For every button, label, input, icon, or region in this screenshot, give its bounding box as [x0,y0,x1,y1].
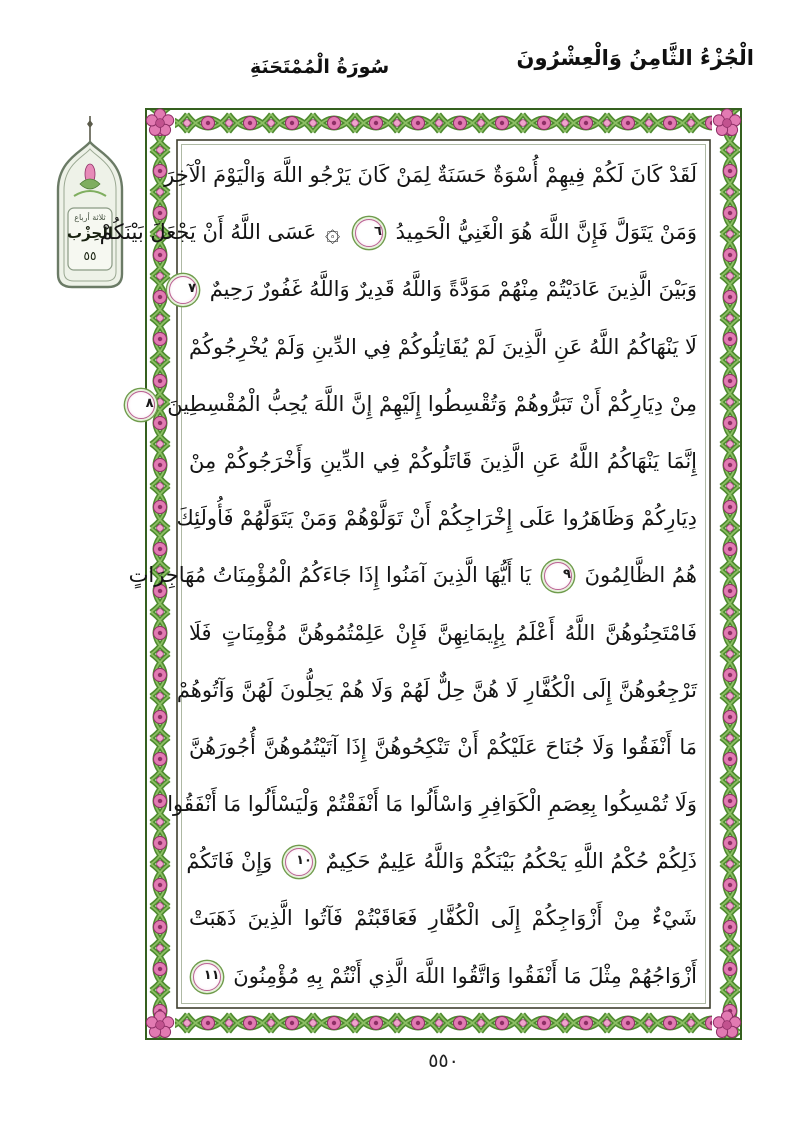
page-number: ٥٥٠ [428,1050,459,1072]
juz-title: الْجُزْءُ الثَّامِنُ وَالْعِشْرُونَ [516,46,754,70]
quran-line: لَا يَنْهَاكُمُ اللَّهُ عَنِ الَّذِينَ لَمْ يُقَاتِلُوكُمْ فِي الدِّينِ وَلَمْ يُخْرِجُوكُمْ [189,334,697,359]
ayah-number-badge: ١٠ [285,848,313,876]
quran-line: إِنَّمَا يَنْهَاكُمُ اللَّهُ عَنِ الَّذِينَ قَاتَلُوكُمْ فِي الدِّينِ وَأَخْرَجُوكُمْ مِنْ [189,448,697,473]
ayah-number-badge: ٦ [355,219,383,247]
quran-line: لَقَدْ كَانَ لَكُمْ فِيهِمْ أُسْوَةٌ حَسَنَةٌ لِمَنْ كَانَ يَرْجُو اللَّهَ وَالْيَوْمَ الْآخِرَ [164,163,697,187]
rub-el-hizb-icon: ۞ [324,217,341,248]
quran-text-block [99,147,697,1005]
quran-line: مَا أَنْفَقُوا وَلَا جُنَاحَ عَلَيْكُمْ أَنْ تَنْكِحُوهُنَّ إِذَا آتَيْتُمُوهُنَّ أُجُورَهُنَّ [189,734,697,759]
hizb-title-label: الحِزْب [67,224,113,242]
quran-line: تَرْجِعُوهُنَّ إِلَى الْكُفَّارِ لَا هُنَّ حِلٌّ لَهُمْ وَلَا هُمْ يَحِلُّونَ لَهُنَّ وَآتُوهُمْ [176,677,697,702]
quran-line: هُمُ الظَّالِمُونَ ٩ يَا أَيُّهَا الَّذِينَ آمَنُوا إِذَا جَاءَكُمُ الْمُؤْمِنَاتُ مُهَاجِرَاتٍ [189,547,697,604]
ayah-number-badge: ٧ [169,276,197,304]
surah-title: سُورَةُ الْمُمْتَحَنَةِ [250,56,390,78]
quran-line: وَمَنْ يَتَوَلَّ فَإِنَّ اللَّهَ هُوَ الْغَنِيُّ الْحَمِيدُ ٦ ۞ عَسَى اللَّهُ أَنْ يَجْعَلَ بَيْنَكُمْ [99,217,697,248]
quran-line: وَبَيْنَ الَّذِينَ عَادَيْتُمْ مِنْهُمْ مَوَدَّةً وَاللَّهُ قَدِيرٌ وَاللَّهُ غَفُورٌ رَحِيمٌ ٧ [189,261,697,318]
quran-line: دِيَارِكُمْ وَظَاهَرُوا عَلَى إِخْرَاجِكُمْ أَنْ تَوَلَّوْهُمْ وَمَنْ يَتَوَلَّهُمْ فَأُولَئِكَ [176,506,697,531]
hizb-fraction-label: ثلاثة أرباع [74,213,106,222]
ayah-number-badge: ١١ [193,963,221,991]
quran-line: أَزْوَاجُهُمْ مِثْلَ مَا أَنْفَقُوا وَاتَّقُوا اللَّهَ الَّذِي أَنْتُمْ بِهِ مُؤْمِنُونَ ١١ [189,948,697,1005]
quran-line: شَيْءٌ مِنْ أَزْوَاجِكُمْ إِلَى الْكُفَّارِ فَعَاقَبْتُمْ فَآتُوا الَّذِينَ ذَهَبَتْ [189,906,697,931]
quran-line: ذَلِكُمْ حُكْمُ اللَّهِ يَحْكُمُ بَيْنَكُمْ وَاللَّهُ عَلِيمٌ حَكِيمٌ ١٠ وَإِنْ فَاتَكُمْ [189,833,697,890]
quran-line: وَلَا تُمْسِكُوا بِعِصَمِ الْكَوَافِرِ وَاسْأَلُوا مَا أَنْفَقْتُمْ وَلْيَسْأَلُوا مَا أَنْفَقُوا [167,792,697,817]
quran-line: فَامْتَحِنُوهُنَّ اللَّهُ أَعْلَمُ بِإِيمَانِهِنَّ فَإِنْ عَلِمْتُمُوهُنَّ مُؤْمِنَاتٍ فَلَا [189,620,697,645]
ayah-number-badge: ٩ [544,562,572,590]
ayah-number-badge: ٨ [127,391,155,419]
hizb-number: ٥٥ [83,249,97,263]
quran-line: مِنْ دِيَارِكُمْ أَنْ تَبَرُّوهُمْ وَتُقْسِطُوا إِلَيْهِمْ إِنَّ اللَّهَ يُحِبُّ الْمُقْسِطِينَ ٨ [189,376,697,433]
